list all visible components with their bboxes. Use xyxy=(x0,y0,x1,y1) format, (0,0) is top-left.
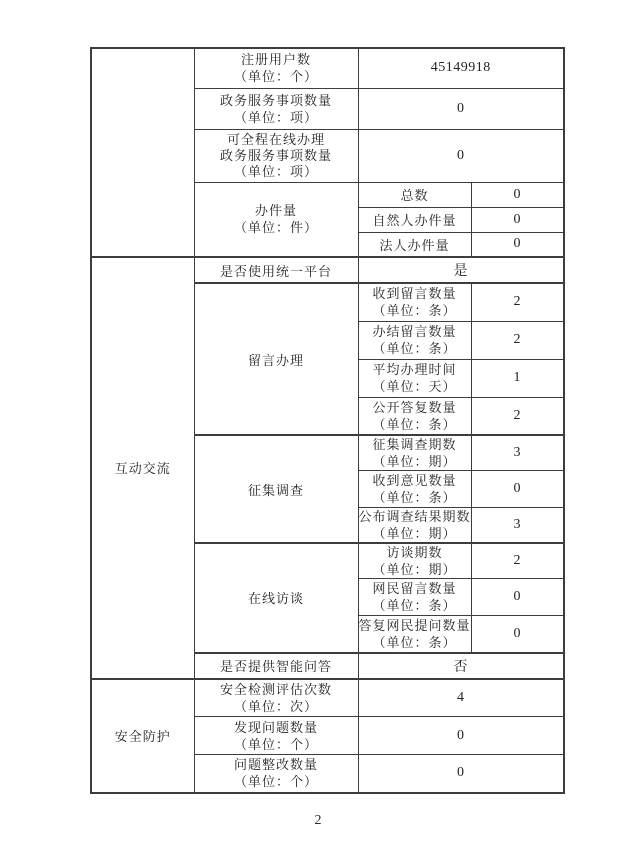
cell-registered-users-label xyxy=(194,48,358,88)
cell-messages-completed-label xyxy=(358,321,471,359)
unit-text: （单位：条） xyxy=(372,634,457,650)
cell-messages-received-value: 2 xyxy=(471,283,564,321)
cell-case-legal-person-label: 法人办件量 xyxy=(358,232,471,257)
label-text: 政务服务事项数量 xyxy=(219,147,332,163)
label-text: 收到留言数量 xyxy=(372,286,457,302)
label-text: 征集调查期数 xyxy=(372,437,457,452)
unit-text: （单位：期） xyxy=(372,562,457,577)
page-number: 2 xyxy=(314,813,322,828)
unit-text: （单位：项） xyxy=(233,109,318,125)
label-text: 收到意见数量 xyxy=(372,473,457,488)
cell-smart-qa-label: 是否提供智能问答 xyxy=(194,653,358,679)
unit-text: （单位：条） xyxy=(372,490,457,505)
cell-case-volume-label xyxy=(194,182,358,257)
label-text: 政务服务事项数量 xyxy=(219,92,332,108)
cell-security-assessments-value: 4 xyxy=(358,679,564,717)
unit-text: （单位：期） xyxy=(372,526,457,541)
group-label-message-handling: 留言办理 xyxy=(194,283,358,435)
cell-registered-users-value: 45149918 xyxy=(358,48,564,88)
unit-text: （单位：个） xyxy=(233,69,318,85)
cell-avg-handling-time-value: 1 xyxy=(471,359,564,397)
cell-problems-found-label xyxy=(194,717,358,755)
section-label-interaction: 互动交流 xyxy=(91,257,194,679)
cell-survey-results-label xyxy=(358,508,471,544)
cell-service-items-label xyxy=(194,88,358,129)
unit-text: （单位：条） xyxy=(372,416,457,432)
cell-interview-periods-label xyxy=(358,543,471,579)
cell-problems-rectified-label xyxy=(194,755,358,793)
label-text: 公布调查结果期数 xyxy=(358,509,471,524)
label-text: 公开答复数量 xyxy=(372,399,457,415)
cell-service-items-value: 0 xyxy=(358,88,564,129)
label-text: 发现问题数量 xyxy=(233,719,318,735)
cell-case-legal-person-value: 0 xyxy=(471,232,564,257)
cell-survey-opinions-value: 0 xyxy=(471,471,564,508)
cell-full-online-items-value: 0 xyxy=(358,129,564,182)
label-text: 网民留言数量 xyxy=(372,581,457,596)
label-text: 安全检测评估次数 xyxy=(219,681,332,697)
unit-text: （单位：条） xyxy=(372,341,457,356)
label-text: 注册用户数 xyxy=(240,52,311,68)
section-blank-cell xyxy=(91,48,194,257)
label-text: 平均办理时间 xyxy=(372,362,457,377)
cell-case-natural-person-value: 0 xyxy=(471,207,564,232)
cell-messages-completed-value: 2 xyxy=(471,321,564,359)
cell-problems-found-value: 0 xyxy=(358,717,564,755)
cell-survey-results-value: 3 xyxy=(471,508,564,544)
label-text: 办结留言数量 xyxy=(372,324,457,339)
unit-text: （单位：项） xyxy=(233,163,318,179)
unit-text: （单位：个） xyxy=(233,736,318,752)
cell-public-replies-label xyxy=(358,397,471,435)
cell-netizen-messages-label xyxy=(358,579,471,616)
unit-text: （单位：期） xyxy=(372,454,457,469)
cell-unified-platform-value: 是 xyxy=(358,257,564,283)
cell-messages-received-label xyxy=(358,283,471,321)
cell-survey-periods-label xyxy=(358,435,471,471)
cell-case-total-value: 0 xyxy=(471,182,564,207)
unit-text: （单位：天） xyxy=(372,379,457,394)
cell-netizen-messages-value: 0 xyxy=(471,579,564,616)
cell-security-assessments-label xyxy=(194,679,358,717)
label-text: 可全程在线办理 xyxy=(226,131,325,147)
unit-text: （单位：次） xyxy=(233,698,318,714)
label-text: 访谈期数 xyxy=(386,545,443,560)
unit-text: （单位：条） xyxy=(372,303,457,319)
cell-smart-qa-value: 否 xyxy=(358,653,564,679)
unit-text: （单位：个） xyxy=(233,774,318,790)
label-text: 答复网民提问数量 xyxy=(358,617,471,633)
cell-unified-platform-label: 是否使用统一平台 xyxy=(194,257,358,283)
unit-text: （单位：条） xyxy=(372,598,457,613)
cell-survey-periods-value: 3 xyxy=(471,435,564,471)
report-table xyxy=(90,47,565,794)
cell-interview-periods-value: 2 xyxy=(471,543,564,579)
cell-avg-handling-time-label xyxy=(358,359,471,397)
label-text: 办件量 xyxy=(254,203,297,219)
section-label-security: 安全防护 xyxy=(91,679,194,793)
label-text: 问题整改数量 xyxy=(233,757,318,773)
cell-survey-opinions-label xyxy=(358,471,471,508)
cell-questions-answered-label xyxy=(358,616,471,653)
cell-questions-answered-value: 0 xyxy=(471,616,564,653)
cell-public-replies-value: 2 xyxy=(471,397,564,435)
cell-problems-rectified-value: 0 xyxy=(358,755,564,793)
unit-text: （单位：件） xyxy=(233,220,318,236)
cell-case-total-label: 总数 xyxy=(358,182,471,207)
group-label-interview: 在线访谈 xyxy=(194,543,358,653)
cell-case-natural-person-label: 自然人办件量 xyxy=(358,207,471,232)
group-label-survey: 征集调查 xyxy=(194,435,358,543)
cell-full-online-items-label xyxy=(194,129,358,182)
